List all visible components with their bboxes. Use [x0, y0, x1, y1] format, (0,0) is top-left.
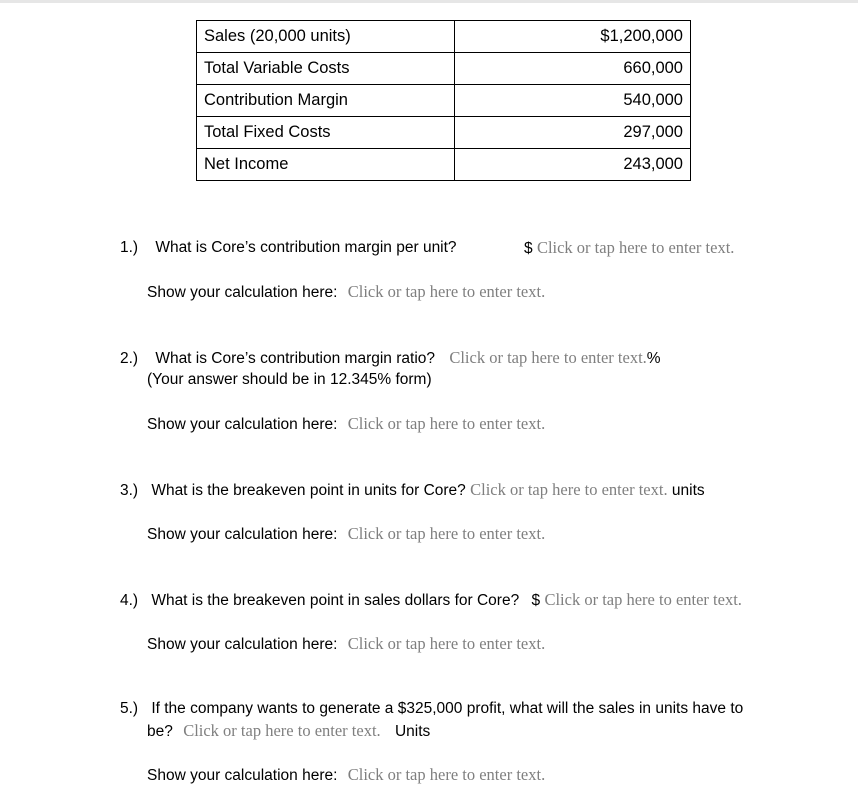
table-row [197, 85, 691, 117]
question-number: 5.) [120, 700, 139, 717]
row-label: Total Variable Costs [197, 53, 455, 85]
question-number: 4.) [120, 592, 139, 609]
answer-input[interactable]: Click or tap here to enter text. [183, 721, 381, 740]
calc-input[interactable]: Click or tap here to enter text. [347, 414, 546, 433]
question-1 [120, 237, 457, 259]
question-5 [120, 698, 743, 720]
question-4 [120, 589, 742, 612]
answer-1 [524, 237, 734, 260]
percent-sign: % [646, 350, 661, 367]
question-2 [120, 347, 661, 370]
answer-input[interactable]: Click or tap here to enter text. [544, 590, 742, 609]
calc-1 [147, 281, 545, 304]
calc-input[interactable]: Click or tap here to enter text. [347, 765, 546, 784]
answer-input[interactable]: Click or tap here to enter text. [536, 238, 735, 257]
row-value: 660,000 [455, 53, 691, 85]
table-row [197, 117, 691, 149]
question-text: What is the breakeven point in units for Core? [151, 482, 466, 499]
calc-label: Show your calculation here: [147, 284, 338, 301]
row-label: Net Income [197, 149, 455, 181]
row-label: Sales (20,000 units) [197, 21, 455, 53]
question-number: 2.) [120, 350, 139, 367]
question-text-cont: be? [147, 723, 173, 740]
top-border [0, 0, 858, 3]
question-text: What is the breakeven point in sales dollars for Core? [151, 592, 520, 609]
financial-summary-table [196, 20, 691, 181]
units-label: units [671, 482, 705, 499]
row-value: 297,000 [455, 117, 691, 149]
calc-5 [147, 764, 545, 787]
table-row [197, 21, 691, 53]
question-text: If the company wants to generate a $325,000 profit, what will the sales in units have to [151, 700, 744, 717]
row-value: 243,000 [455, 149, 691, 181]
calc-label: Show your calculation here: [147, 416, 338, 433]
row-value: $1,200,000 [455, 21, 691, 53]
table-row [197, 53, 691, 85]
row-label: Total Fixed Costs [197, 117, 455, 149]
answer-input[interactable]: Click or tap here to enter text. [449, 348, 647, 367]
row-value: 540,000 [455, 85, 691, 117]
table-row [197, 149, 691, 181]
question-number: 3.) [120, 482, 139, 499]
units-label: Units [394, 723, 431, 740]
calc-2 [147, 413, 545, 436]
question-3 [120, 479, 705, 502]
dollar-sign: $ [524, 240, 533, 257]
calc-input[interactable]: Click or tap here to enter text. [347, 282, 546, 301]
calc-label: Show your calculation here: [147, 636, 338, 653]
calc-label: Show your calculation here: [147, 767, 338, 784]
question-5-line2 [147, 720, 430, 743]
question-number: 1.) [120, 239, 139, 256]
calc-input[interactable]: Click or tap here to enter text. [347, 524, 546, 543]
calc-input[interactable]: Click or tap here to enter text. [347, 634, 546, 653]
answer-input[interactable]: Click or tap here to enter text. [470, 480, 668, 499]
question-2-note: (Your answer should be in 12.345% form) [147, 371, 432, 388]
dollar-sign: $ [531, 592, 541, 609]
calc-label: Show your calculation here: [147, 526, 338, 543]
row-label: Contribution Margin [197, 85, 455, 117]
calc-4 [147, 633, 545, 656]
question-text: What is Core’s contribution margin per unit? [155, 239, 457, 256]
question-text: What is Core’s contribution margin ratio? [155, 350, 436, 367]
calc-3 [147, 523, 545, 546]
